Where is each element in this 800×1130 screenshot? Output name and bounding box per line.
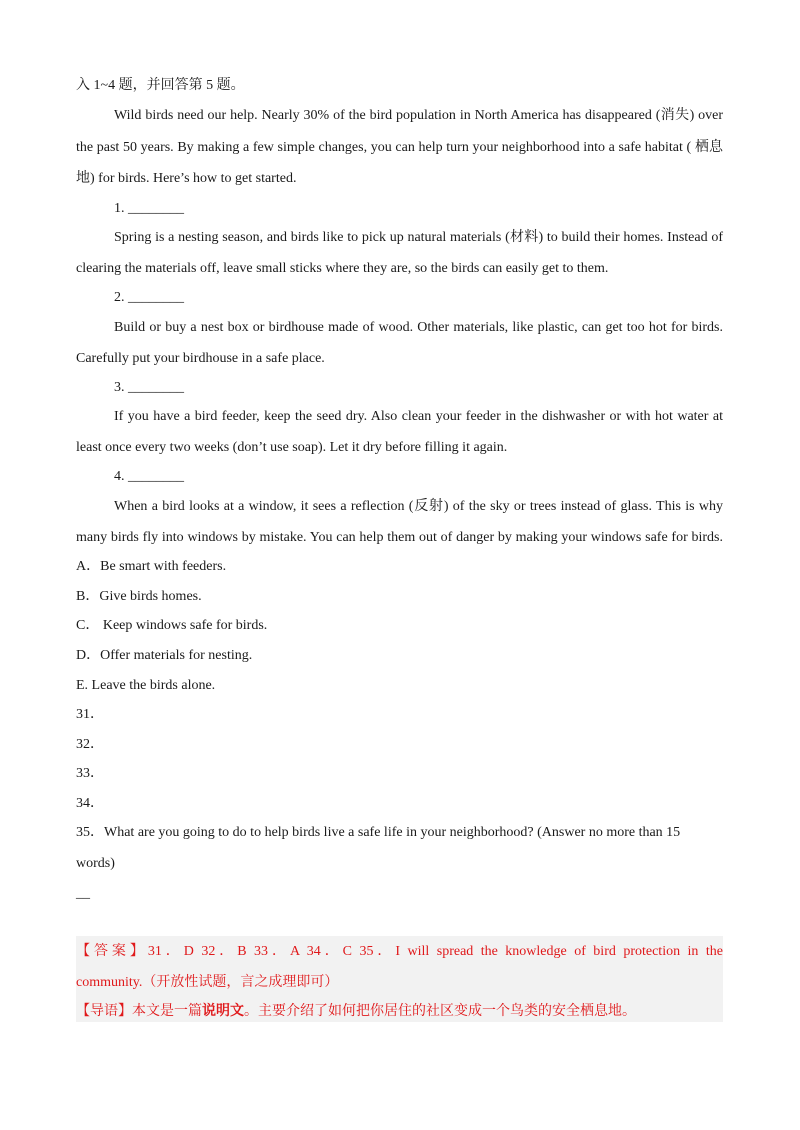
question-35: 35．What are you going to do to help birds live a safe life in your neighborhood? (Answer no more than 15 <box>76 825 681 840</box>
passage-line: the past 50 years. By making a few simple changes, you can help turn your neighborhood into a safe habitat ( 栖息 <box>76 140 723 155</box>
option-a: A．Be smart with feeders. <box>76 559 227 574</box>
guide-prefix: 【导语】本文是一篇 <box>76 1004 202 1019</box>
passage-line: clearing the materials off, leave small sticks where they are, so the birds can easily get to them. <box>76 261 609 276</box>
question-32: 32． <box>76 737 104 752</box>
blank-2: 2. ________ <box>114 290 184 305</box>
question-31: 31． <box>76 707 104 722</box>
passage-line: Carefully put your birdhouse in a safe place. <box>76 351 325 366</box>
question-33: 33． <box>76 766 104 781</box>
question-34: 34． <box>76 796 104 811</box>
passage-line: When a bird looks at a window, it sees a reflection (反射) of the sky or trees instead of glass. This is why <box>114 499 723 514</box>
guide-bold: 说明文 <box>202 1004 244 1019</box>
passage-line: If you have a bird feeder, keep the seed dry. Also clean your feeder in the dishwasher or with hot water at <box>114 409 723 424</box>
guide-suffix: 。主要介绍了如何把你居住的社区变成一个鸟类的安全栖息地。 <box>244 1004 636 1019</box>
passage-line: Spring is a nesting season, and birds like to pick up natural materials (材料) to build their homes. Instead of <box>114 230 723 245</box>
guide-line <box>76 1002 636 1022</box>
passage-line: many birds fly into windows by mistake. You can help them out of danger by making your windows safe for birds. <box>76 530 723 545</box>
blank-4: 4. ________ <box>114 469 184 484</box>
passage-line: 地) for birds. Here’s how to get started. <box>76 171 297 186</box>
passage-line: Build or buy a nest box or birdhouse made of wood. Other materials, like plastic, can get too hot for birds. <box>114 320 723 335</box>
intro-line: 入 1~4 题，并回答第 5 题。 <box>76 78 245 93</box>
blank-3: 3. ________ <box>114 380 184 395</box>
option-c: C． Keep windows safe for birds. <box>76 618 268 633</box>
blank-1: 1. ________ <box>114 201 184 216</box>
answer-blank: __ <box>76 886 90 901</box>
passage-line: least once every two weeks (don’t use soap). Let it dry before filling it again. <box>76 440 508 455</box>
question-35-cont: words) <box>76 856 115 871</box>
answer-key-line: 【答案】31．D 32．B 33．A 34．C 35．I will spread the knowledge of bird protection in the <box>76 944 723 959</box>
passage-line: Wild birds need our help. Nearly 30% of the bird population in North America has disappeared (消失) over <box>114 108 723 123</box>
option-b: B．Give birds homes. <box>76 589 202 604</box>
option-d: D．Offer materials for nesting. <box>76 648 253 663</box>
option-e: E. Leave the birds alone. <box>76 678 216 693</box>
answer-key-line-2: community.（开放性试题，言之成理即可） <box>76 975 339 990</box>
